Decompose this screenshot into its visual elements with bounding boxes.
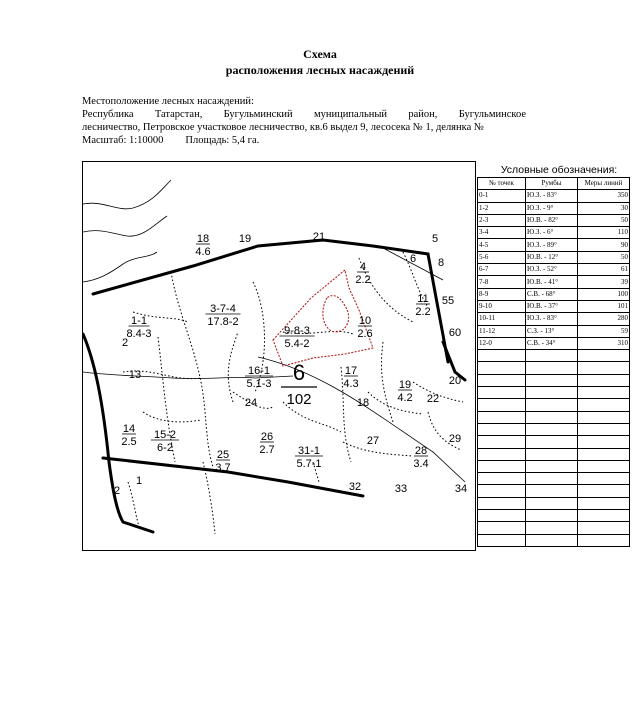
legend-empty-row [478, 522, 630, 534]
legend-row [478, 239, 630, 251]
stand-number: 26 [260, 431, 274, 443]
rhumb-cell: Ю.В. - 12° [526, 251, 578, 263]
legend-row [478, 300, 630, 312]
legend-row [478, 325, 630, 337]
stand-label [295, 445, 323, 470]
legend-empty-row [478, 448, 630, 460]
stand-label [397, 379, 412, 404]
stand-number: 32 [348, 481, 362, 493]
document-title: Схема [303, 47, 337, 61]
rhumb-cell: С.З. - 13° [526, 325, 578, 337]
map-canvas [83, 162, 476, 551]
stand-number: 6 [409, 253, 417, 265]
length-cell: 50 [578, 251, 630, 263]
empty-cell [578, 374, 630, 386]
point-cell: 9-10 [478, 300, 526, 312]
stand-label [206, 303, 241, 328]
empty-cell [478, 448, 526, 460]
empty-cell [578, 510, 630, 522]
empty-cell [578, 497, 630, 509]
point-cell: 0-1 [478, 190, 526, 202]
rhumb-cell: Ю.В. - 37° [526, 300, 578, 312]
stand-number: 19 [238, 233, 252, 245]
empty-cell [578, 460, 630, 472]
empty-cell [526, 510, 578, 522]
empty-cell [578, 423, 630, 435]
point-cell: 2-3 [478, 214, 526, 226]
stand-area: 3.7 [215, 462, 231, 474]
rhumb-cell: Ю.З. - 52° [526, 264, 578, 276]
legend-empty-row [478, 411, 630, 423]
location-block [82, 95, 526, 147]
length-cell: 50 [578, 214, 630, 226]
stand-number: 16-1 [247, 365, 271, 377]
empty-cell [526, 497, 578, 509]
stand-label [126, 315, 151, 340]
stand-number: 20 [448, 375, 462, 387]
legend-header-row [478, 178, 630, 190]
point-cell: 10-11 [478, 313, 526, 325]
stand-number: 1 [135, 475, 143, 487]
stand-label [449, 375, 461, 387]
empty-cell [578, 448, 630, 460]
stand-area: 5.1-3 [246, 378, 272, 390]
stand-area: 17.8-2 [207, 316, 239, 328]
empty-cell [526, 448, 578, 460]
stand-area: 5.7-1 [296, 458, 322, 470]
stand-number: 14 [122, 423, 136, 435]
empty-cell [526, 423, 578, 435]
stand-label [357, 397, 369, 409]
length-cell: 90 [578, 239, 630, 251]
rhumb-cell: Ю.З. - 89° [526, 239, 578, 251]
stand-number: 60 [448, 327, 462, 339]
empty-cell [526, 473, 578, 485]
stand-label [449, 433, 461, 445]
legend-row [478, 337, 630, 349]
point-cell: 8-9 [478, 288, 526, 300]
empty-cell [578, 350, 630, 362]
empty-cell [478, 460, 526, 472]
stand-label [415, 293, 430, 318]
stand-label [438, 257, 444, 269]
stand-label [427, 393, 439, 405]
point-cell: 5-6 [478, 251, 526, 263]
legend-row [478, 202, 630, 214]
stand-number: 31-1 [297, 445, 321, 457]
empty-cell [526, 485, 578, 497]
stand-label [280, 325, 315, 350]
stand-number: 18 [196, 233, 210, 245]
empty-cell [478, 399, 526, 411]
empty-cell [526, 534, 578, 546]
rhumb-cell: Ю.В. - 82° [526, 214, 578, 226]
empty-cell [578, 387, 630, 399]
legend-empty-row [478, 362, 630, 374]
stand-label [442, 295, 454, 307]
point-cell: 4-5 [478, 239, 526, 251]
empty-cell [578, 473, 630, 485]
stand-area: 4.2 [397, 392, 413, 404]
legend-row [478, 251, 630, 263]
stand-number: 17 [344, 365, 358, 377]
empty-cell [478, 522, 526, 534]
stand-label [239, 233, 251, 245]
legend-empty-row [478, 387, 630, 399]
stand-area: 2.2 [415, 306, 431, 318]
empty-cell [478, 362, 526, 374]
stand-area: 2.7 [259, 444, 275, 456]
empty-cell [526, 387, 578, 399]
empty-cell [478, 436, 526, 448]
empty-cell [478, 411, 526, 423]
stand-label [413, 445, 428, 470]
legend-row [478, 190, 630, 202]
empty-cell [478, 485, 526, 497]
rhumb-cell: Ю.З. - 9° [526, 202, 578, 214]
quarter-area: 102 [286, 391, 312, 408]
location-heading: Местоположение лесных насаждений: [82, 96, 254, 107]
legend-row [478, 276, 630, 288]
stand-label [357, 315, 372, 340]
stand-area: 4.3 [343, 378, 359, 390]
empty-cell [526, 460, 578, 472]
header-lengths: Меры линий [578, 178, 630, 190]
legend-empty-row [478, 460, 630, 472]
empty-cell [578, 411, 630, 423]
empty-cell [578, 436, 630, 448]
stand-number: 2 [113, 485, 121, 497]
length-cell: 100 [578, 288, 630, 300]
stand-number: 33 [394, 483, 408, 495]
stand-label [129, 369, 141, 381]
stand-number: 1-1 [131, 315, 147, 327]
rhumb-cell: Ю.В. - 41° [526, 276, 578, 288]
legend-empty-row [478, 350, 630, 362]
stand-area: 3.4 [413, 458, 429, 470]
stand-number: 10 [358, 315, 372, 327]
stand-number: 4 [359, 261, 367, 273]
rhumb-cell: Ю.З. - 6° [526, 227, 578, 239]
stand-number: 3-7-4 [210, 303, 236, 315]
stand-number: 24 [244, 397, 258, 409]
legend-empty-row [478, 473, 630, 485]
empty-cell [578, 485, 630, 497]
point-cell: 3-4 [478, 227, 526, 239]
stand-label [245, 365, 273, 390]
rhumb-cell: Ю.З. - 83° [526, 190, 578, 202]
stand-number: 25 [216, 449, 230, 461]
stand-area: 2.5 [121, 436, 137, 448]
stand-label [245, 397, 257, 409]
empty-cell [578, 399, 630, 411]
point-cell: 1-2 [478, 202, 526, 214]
legend-row [478, 313, 630, 325]
scale-area-line [82, 134, 526, 147]
stand-label [432, 233, 438, 245]
stand-area: 2.2 [355, 274, 371, 286]
length-cell: 310 [578, 337, 630, 349]
legend-empty-row [478, 399, 630, 411]
legend-row [478, 214, 630, 226]
point-cell: 11-12 [478, 325, 526, 337]
stand-number: 15-2 [153, 429, 177, 441]
quarter-label [281, 360, 317, 408]
stand-number: 8 [437, 257, 445, 269]
legend-title: Условные обозначения: [500, 164, 618, 176]
empty-cell [526, 362, 578, 374]
stand-number: 13 [128, 369, 142, 381]
legend-empty-row [478, 485, 630, 497]
stand-label [259, 431, 274, 456]
length-cell: 110 [578, 227, 630, 239]
stand-label [114, 485, 120, 497]
empty-cell [478, 387, 526, 399]
empty-cell [526, 436, 578, 448]
stand-number: 55 [441, 295, 455, 307]
legend-empty-row [478, 374, 630, 386]
stand-label [151, 429, 179, 454]
legend-empty-row [478, 497, 630, 509]
length-cell: 59 [578, 325, 630, 337]
empty-cell [478, 374, 526, 386]
stand-label [449, 327, 461, 339]
rhumb-cell: С.В. - 68° [526, 288, 578, 300]
location-line-2: лесничество, Петровское участковое лесничество, кв.6 выдел 9, лесосека № 1, делянка № [82, 122, 484, 133]
stand-number: 21 [312, 231, 326, 243]
rhumb-cell: С.В. - 34° [526, 337, 578, 349]
stand-number: 11 [417, 293, 429, 305]
empty-cell [526, 411, 578, 423]
stand-label [410, 253, 416, 265]
stand-area: 6-2 [157, 442, 173, 454]
stand-number: 2 [121, 337, 129, 349]
stand-number: 28 [414, 445, 428, 457]
stand-label [121, 423, 136, 448]
legend-empty-row [478, 423, 630, 435]
stand-area: 4.6 [195, 246, 211, 258]
stand-label [136, 475, 142, 487]
empty-cell [526, 374, 578, 386]
length-cell: 61 [578, 264, 630, 276]
stand-label [367, 435, 379, 447]
empty-cell [526, 522, 578, 534]
stand-label [355, 261, 370, 286]
stand-number: 18 [356, 397, 370, 409]
legend-row [478, 288, 630, 300]
empty-cell [478, 510, 526, 522]
quarter-number: 6 [292, 360, 306, 385]
header-rhumbs: Румбы [526, 178, 578, 190]
length-cell: 30 [578, 202, 630, 214]
legend-empty-row [478, 534, 630, 546]
legend-empty-row [478, 510, 630, 522]
empty-cell [578, 362, 630, 374]
empty-cell [478, 423, 526, 435]
stand-label [122, 337, 128, 349]
point-cell: 6-7 [478, 264, 526, 276]
scale-text: Масштаб: 1:10000 [82, 135, 164, 146]
length-cell: 350 [578, 190, 630, 202]
empty-cell [578, 534, 630, 546]
length-cell: 101 [578, 300, 630, 312]
legend-table [477, 177, 630, 547]
stand-label [313, 231, 325, 243]
stand-area: 8.4-3 [126, 328, 152, 340]
point-cell: 7-8 [478, 276, 526, 288]
stand-number: 27 [366, 435, 380, 447]
empty-cell [578, 522, 630, 534]
location-line-1: Республика Татарстан, Бугульминский муниципальный район, Бугульминское [82, 109, 526, 120]
stand-label [343, 365, 358, 390]
stand-label [455, 483, 467, 495]
stand-number: 29 [448, 433, 462, 445]
empty-cell [478, 350, 526, 362]
point-cell: 12-0 [478, 337, 526, 349]
stand-number: 19 [398, 379, 412, 391]
stand-number: 22 [426, 393, 440, 405]
stand-number: 9-8-3 [284, 325, 310, 337]
stand-area: 2.6 [357, 328, 373, 340]
forest-map [82, 161, 476, 551]
legend-empty-row [478, 436, 630, 448]
stand-label [395, 483, 407, 495]
document-subtitle: расположения лесных насаждений [225, 63, 415, 77]
stand-label [195, 233, 210, 258]
map-labels [114, 231, 467, 497]
empty-cell [478, 497, 526, 509]
empty-cell [526, 399, 578, 411]
empty-cell [478, 473, 526, 485]
legend-row [478, 227, 630, 239]
stand-label [215, 449, 230, 474]
empty-cell [526, 350, 578, 362]
stand-number: 5 [431, 233, 439, 245]
rhumb-cell: Ю.З. - 83° [526, 313, 578, 325]
stand-area: 5.4-2 [284, 338, 310, 350]
length-cell: 39 [578, 276, 630, 288]
header-points: № точек [478, 178, 526, 190]
stand-number: 34 [454, 483, 468, 495]
length-cell: 280 [578, 313, 630, 325]
stand-label [349, 481, 361, 493]
legend-body [478, 190, 630, 547]
legend-row [478, 264, 630, 276]
empty-cell [478, 534, 526, 546]
area-text: Площадь: 5,4 га. [185, 135, 260, 146]
